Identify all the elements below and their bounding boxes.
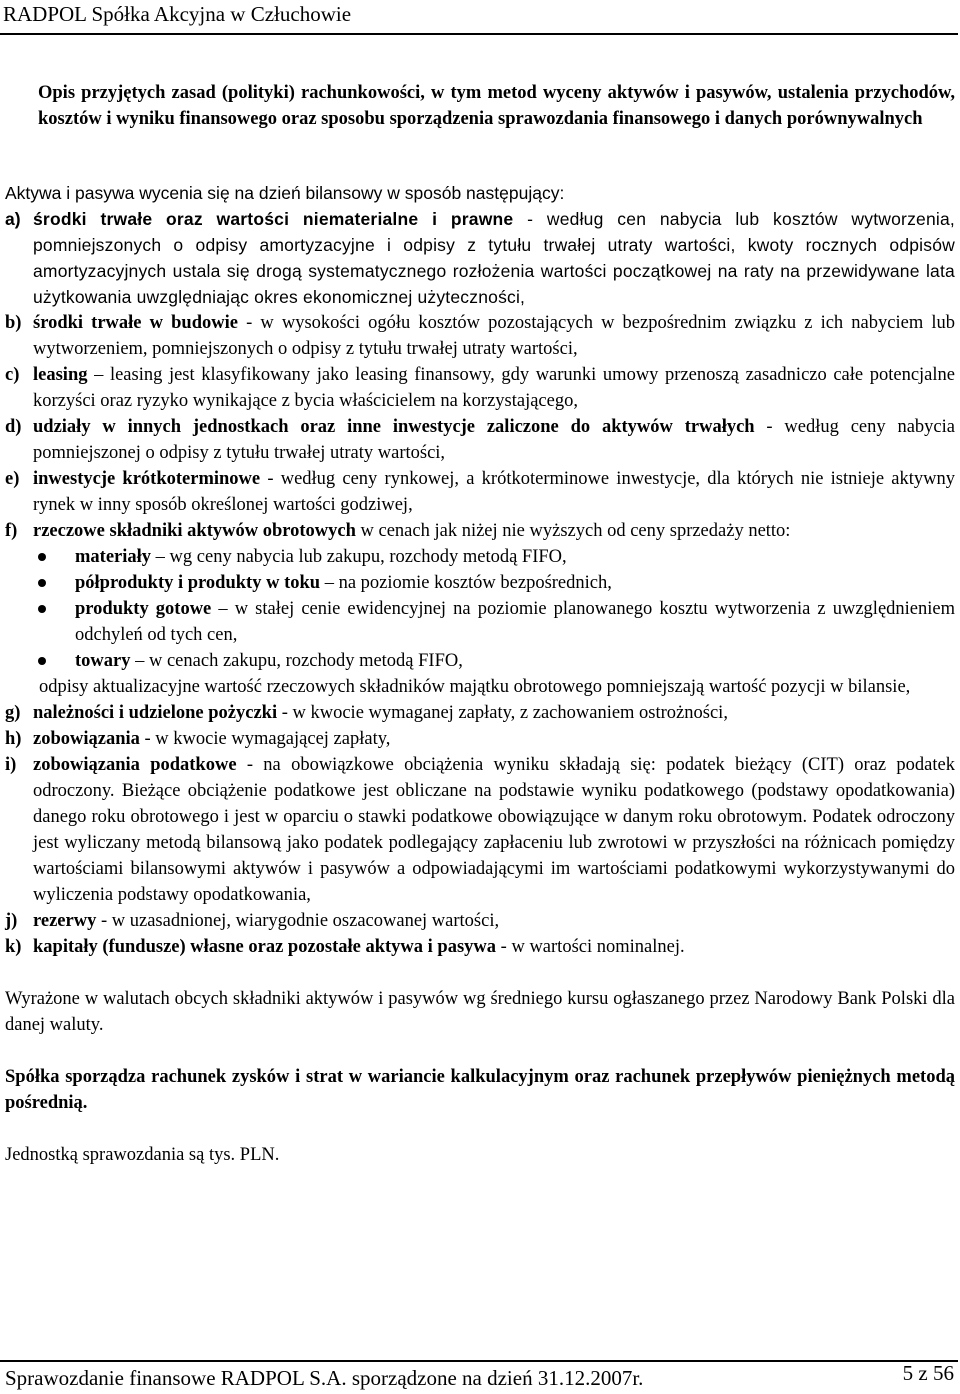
section-title: Opis przyjętych zasad (polityki) rachunkowości, w tym metod wyceny aktywów i pasywów, ustalenia przychodów, kosztów i wyniku finansowego oraz sposobu sporządzenia sprawozdania finansowego i danych porównywalnych xyxy=(38,83,955,129)
item-label: h) xyxy=(5,729,22,749)
item-bold: leasing xyxy=(33,365,88,385)
currency-paragraph: Wyrażone w walutach obcych składniki aktywów i pasywów wg średniego kursu ogłaszanego przez Narodowy Bank Polski dla danej waluty. xyxy=(5,989,955,1035)
header-rule xyxy=(0,33,958,35)
list-item-f xyxy=(5,518,955,544)
item-text xyxy=(33,414,955,466)
item-text xyxy=(33,726,955,752)
bullet-dot-icon xyxy=(33,570,75,596)
list-item-k xyxy=(5,934,955,960)
f-note: odpisy aktualizacyjne wartość rzeczowych składników majątku obrotowego pomniejszają wartość pozycji w bilansie, xyxy=(39,677,911,697)
item-text xyxy=(33,700,955,726)
bullet-text: – w stałej cenie ewidencyjnej na poziomie planowanego kosztu wytworzenia z uwzględnieniem odchyleń od tych cen, xyxy=(75,599,955,645)
item-bold: kapitały (fundusze) własne oraz pozostałe aktywa i pasywa xyxy=(33,937,497,957)
list-item-g xyxy=(5,700,955,726)
item-body: - według ceny nabycia pomniejszonej o odpisy z tytułu trwałej utraty wartości, xyxy=(33,417,955,463)
item-body: - na obowiązkowe obciążenia wyniku składają się: podatek bieżący (CIT) oraz podatek odroczony. Bieżące obciążenie podatkowe jest obliczane na podstawie wyniku podatkowego (podstawy opodatkowania) danego roku obrotowego i jest w oparciu o stawki podatkowe obowiązujące w danym roku obrotowym. Podatek odroczony jest wyliczany metodą bilansową jako podatek podlegający zapłaceniu lub zwrotowi w przyszłości na różnicach pomiędzy wartościami bilansowymi aktywów i pasywów a odpowiadającymi im wartościami podatkowymi wykorzystywanymi do wyliczenia podstawy opodatkowania, xyxy=(33,755,955,905)
item-bold: środki trwałe oraz wartości niematerialne i prawne xyxy=(33,209,514,229)
page-header: RADPOL Spółka Akcyjna w Człuchowie xyxy=(3,2,352,26)
item-text xyxy=(33,752,955,908)
bullet-bold: produkty gotowe xyxy=(75,599,212,619)
footer-title: Sprawozdanie finansowe RADPOL S.A. sporządzone na dzień 31.12.2007r. xyxy=(5,1366,644,1390)
bullet-bold: towary xyxy=(75,651,131,671)
bullet-bold: półprodukty i produkty w toku xyxy=(75,573,321,593)
item-text xyxy=(33,206,955,310)
bullet-bold: materiały xyxy=(75,547,152,567)
bullet-item xyxy=(33,544,955,570)
item-label: e) xyxy=(5,469,20,489)
item-label: g) xyxy=(5,703,21,723)
intro-text: Aktywa i pasywa wycenia się na dzień bilansowy w sposób następujący: xyxy=(5,183,565,203)
bullet-item xyxy=(33,596,955,648)
item-body: - według cen nabycia lub kosztów wytworzenia, pomniejszonych o odpisy amortyzacyjne i odpisy z tytułu trwałej utraty wartości, kwoty rocznych odpisów amortyzacyjnych ustala się drogą systematycznego rozłożenia wartości początkowej na raty na przewidywane lata użytkowania uwzględniając okres ekonomicznej użyteczności, xyxy=(33,209,955,307)
bullet-dot-icon xyxy=(33,544,75,570)
list-item-h xyxy=(5,726,955,752)
footer-rule xyxy=(0,1360,958,1362)
item-text xyxy=(33,466,955,518)
page-number: 5 z 56 xyxy=(902,1361,954,1385)
item-label: j) xyxy=(5,911,18,931)
unit-paragraph: Jednostką sprawozdania są tys. PLN. xyxy=(5,1145,280,1165)
list-item-a xyxy=(5,206,955,310)
item-text xyxy=(33,310,955,362)
item-bold: inwestycje krótkoterminowe xyxy=(33,469,261,489)
item-body: - według ceny rynkowej, a krótkoterminowe inwestycje, dla których nie istnieje aktywny rynek w inny sposób określonej wartości godziwej, xyxy=(33,469,955,515)
statement-paragraph: Spółka sporządza rachunek zysków i strat w wariancie kalkulacyjnym oraz rachunek przepływów pieniężnych metodą pośrednią. xyxy=(5,1067,955,1113)
item-label: f) xyxy=(5,521,18,541)
bullet-item xyxy=(33,570,955,596)
bullet-item xyxy=(33,648,955,674)
item-text xyxy=(33,908,955,934)
item-bold: rezerwy xyxy=(33,911,97,931)
item-bold: zobowiązania podatkowe xyxy=(33,755,237,775)
item-label: a) xyxy=(5,209,21,229)
item-text xyxy=(33,362,955,414)
list-item-d xyxy=(5,414,955,466)
f-bullet-list xyxy=(5,544,955,674)
item-bold: rzeczowe składniki aktywów obrotowych xyxy=(33,521,356,541)
item-body: - w wysokości ogółu kosztów pozostających w bezpośrednim związku z ich nabyciem lub wytworzeniem, pomniejszonych o odpisy z tytułu trwałej utraty wartości, xyxy=(33,313,955,359)
item-body: - w wartości nominalnej. xyxy=(496,937,685,957)
bullet-text: – na poziomie kosztów bezpośrednich, xyxy=(320,573,612,593)
bullet-text: – w cenach zakupu, rozchody metodą FIFO, xyxy=(130,651,463,671)
item-label: b) xyxy=(5,313,22,333)
list-item-j xyxy=(5,908,955,934)
item-bold: udziały w innych jednostkach oraz inne inwestycje zaliczone do aktywów trwałych xyxy=(33,417,755,437)
bullet-text: – wg ceny nabycia lub zakupu, rozchody metodą FIFO, xyxy=(151,547,567,567)
item-body: - w kwocie wymaganej zapłaty, z zachowaniem ostrożności, xyxy=(277,703,728,723)
item-body: – leasing jest klasyfikowany jako leasing finansowy, gdy warunki umowy przenoszą zasadniczo całe potencjalne korzyści oraz ryzyko wynikające z bycia właścicielem na korzystającego, xyxy=(33,365,955,411)
item-label: c) xyxy=(5,365,20,385)
list-item-b xyxy=(5,310,955,362)
item-body: w cenach jak niżej nie wyższych od ceny sprzedaży netto: xyxy=(355,521,791,541)
list-item-c xyxy=(5,362,955,414)
list-item-i xyxy=(5,752,955,908)
item-body: - w kwocie wymagającej zapłaty, xyxy=(139,729,391,749)
item-text xyxy=(33,518,955,544)
item-body: - w uzasadnionej, wiarygodnie oszacowanej wartości, xyxy=(96,911,500,931)
bullet-dot-icon xyxy=(33,648,75,674)
section-heading xyxy=(5,80,955,132)
item-bold: należności i udzielone pożyczki xyxy=(33,703,278,723)
item-text xyxy=(33,934,955,960)
item-bold: środki trwałe w budowie xyxy=(33,313,238,333)
section-number xyxy=(5,80,38,106)
item-label: i) xyxy=(5,755,17,775)
bullet-dot-icon xyxy=(33,596,75,648)
list-item-e xyxy=(5,466,955,518)
document-body xyxy=(5,180,955,1168)
item-bold: zobowiązania xyxy=(33,729,140,749)
item-label: k) xyxy=(5,937,22,957)
item-label: d) xyxy=(5,417,22,437)
